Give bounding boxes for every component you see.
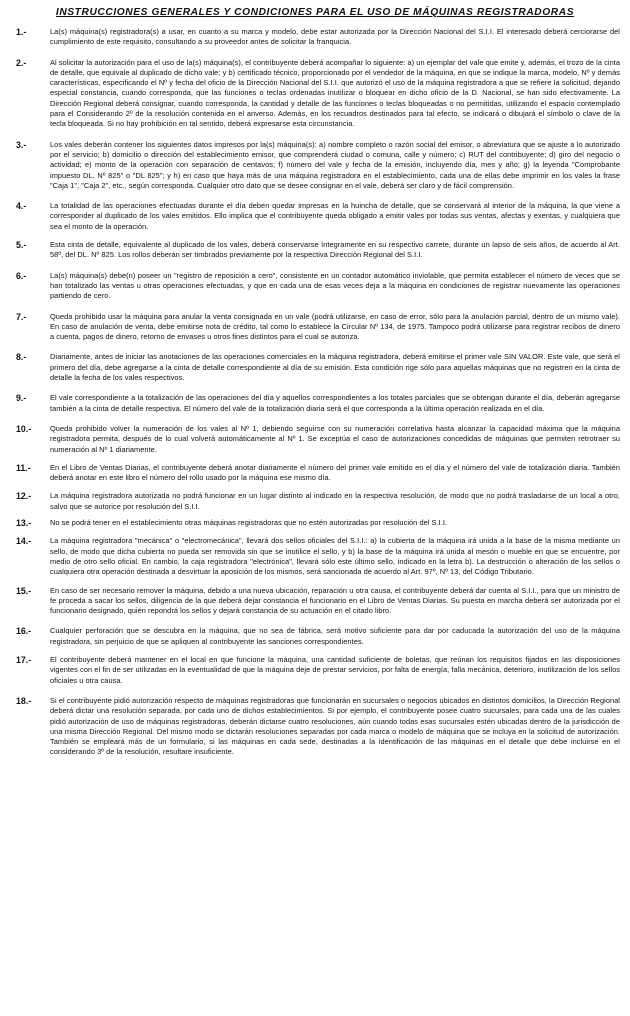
instruction-number: 14.- bbox=[16, 536, 32, 547]
instruction-number: 16.- bbox=[16, 626, 32, 637]
instruction-item bbox=[10, 312, 620, 343]
instruction-item bbox=[10, 696, 620, 758]
instructions-list bbox=[10, 27, 620, 758]
instruction-item bbox=[10, 58, 620, 130]
instruction-number: 12.- bbox=[16, 491, 32, 502]
instruction-text: En caso de ser necesario remover la máquina, debido a una nueva ubicación, reparación u otra causa, el contribuyente deberá dar cuenta al S.I.I., para que un ministro de fe proceda a sacar los sellos, diligencia de la que deberá dejar constancia el funcionario en el Libro de Ventas Diarias. Su puesta en marcha deberá ser autorizada por el funcionario designado, quién repondrá los sellos y dejará constancia de su actuación en el citado libro. bbox=[50, 585, 620, 616]
instruction-text: No se podrá tener en el establecimiento otras máquinas registradoras que no estén autorizadas por resolución del S.I.I. bbox=[50, 517, 448, 527]
instruction-number: 18.- bbox=[16, 695, 32, 706]
instruction-number: 5.- bbox=[16, 240, 27, 251]
instruction-text: La(s) máquina(s) debe(n) poseer un "registro de reposición a cero", consistente en un contador automático inviolable, que permita establecer el número de veces que se han totalizado las ventas u otras operaciones efectuadas, y que en cada una de esas veces deja a la máquina en condiciones de registrar nuevamente las operaciones partiendo de cero. bbox=[50, 270, 620, 301]
instruction-text: Al solicitar la autorización para el uso de la(s) máquina(s), el contribuyente deberá acompañar lo siguiente: a) un ejemplar del vale que emite y, además, el trozo de la cinta de detalle, que equivale al duplicado de dicho vale; y b) certificado técnico, proporcionado por el vendedor de la máquina, en que se indique la marca, modelo, Nº y demás características, especificando el Nº y fecha del oficio de la Dirección Nacional del S.I.I. que autorizó el uso de la máquina registradora a que se refiere la solicitud, dejando especial constancia, cuando corresponda, que las funciones o teclas ordenadas inutilizar o bloquear en dicho oficio de la D. Nacional, se han sido efectivamente. La Dirección Regional deberá consignar, cuando corresponda, la cantidad y detalle de las funciones o teclas bloqueadas o no permitidas, utilizando el espacio contemplado para el Considerando 2º de la resolución contenida en el anverso. Además, en los recuadros destinados para tal efecto, se indicará o dibujará el símbolo o clave de la tecla bloqueada. Si no hay prohibición en tal sentido, deberá expresarse esta circunstancia. bbox=[50, 57, 620, 129]
instruction-item bbox=[10, 140, 620, 191]
instruction-item bbox=[10, 655, 620, 686]
instruction-number: 6.- bbox=[16, 270, 27, 281]
instruction-item bbox=[10, 27, 620, 48]
instruction-item bbox=[10, 271, 620, 302]
instruction-item bbox=[10, 352, 620, 383]
instruction-text: La máquina registradora "mecánica" o "electromecánica", llevará dos sellos oficiales del S.I.I.: a) la cubierta de la máquina irá unida a la base de la misma mediante un sello, de modo que dicha cubierta no pueda ser removida sin que se inutilice el sello, y b) la base de la máquina irá unida al mesón o mueble en que se encuentre, por medio de otro sello oficial. En cambio, la caja registradora "electrónica", llevará sólo este último sello, indicado en la letra b). La destrucción o alteración de los sellos o cualquiera otra operación destinada a desvirtuar la aposición de los mismos, será sancionada de acuerdo al Art. 97º, Nº 13, del Código Tributario. bbox=[50, 536, 620, 577]
instruction-text: Esta cinta de detalle, equivalente al duplicado de los vales, deberá conservarse íntegramente en su respectivo carrete, durante un lapso de seis años, de acuerdo al Art. 58º, del DL. Nº 825. Los rollos deberán ser timbrados previamente por la respectiva Dirección Regional del S.I.I. bbox=[50, 240, 620, 260]
instruction-text: La totalidad de las operaciones efectuadas durante el día deben quedar impresas en la huincha de detalle, que se conservará al interior de la máquina, la que viene a corresponder al duplicado de los vales emitidos. Ello implica que el contribuyente queda obligado a emitir vales por todas sus ventas, afectas y exentas, y cualquiera que sea el monto de la operación. bbox=[50, 201, 620, 231]
instruction-text: Diariamente, antes de iniciar las anotaciones de las operaciones comerciales en la máquina registradora, deberá emitirse el primer vale SIN VALOR. Este vale, que será el primero del día, debe agregarse a la cinta de detalle correspondiente al día de su emisión. Esta condición rige sólo para aquellas máquinas que no registren en la cinta de detalle la fecha de los vales respectivos. bbox=[50, 352, 620, 383]
instruction-item bbox=[10, 393, 620, 414]
instruction-text: La máquina registradora autorizada no podrá funcionar en un lugar distinto al indicado en la respectiva resolución, de modo que no podrá trasladarse de un local a otro, salvo que se autorice por resolución del S.I.I. bbox=[50, 491, 620, 511]
instruction-text: Queda prohibido volver la numeración de los vales al Nº 1, debiendo seguirse con su numeración correlativa hasta alcanzar la capacidad máxima que la máquina registradora permita, después de lo cual volverá automáticamente al Nº 1. Se exceptúa el caso de autorizaciones concedidas de máquinas que permiten retrotraer su numeración al Nº 1 diariamente. bbox=[50, 423, 620, 454]
instruction-text: Cualquier perforación que se descubra en la máquina, que no sea de fábrica, será motivo suficiente para dar por caducada la autorización del uso de la máquina registradora, sin perjuicio de que se apliquen al contribuyente las sanciones correspondientes. bbox=[50, 626, 620, 646]
instruction-text: El vale correspondiente a la totalización de las operaciones del día y aquellos correspondientes a los totales parciales que se obtengan durante el día, deberán agregarse también a la cinta de detalle respectiva. El número del vale de la totalización diaria será el que corresponda a la última operación realizada en el día. bbox=[50, 393, 620, 413]
instruction-item bbox=[10, 626, 620, 647]
instruction-text: En el Libro de Ventas Diarias, el contribuyente deberá anotar diariamente el número del primer vale emitido en el día y el número del vale de totalización diaria. También deberá anotar en este libro el número del rollo usado por la máquina ese mismo día. bbox=[50, 462, 620, 483]
instruction-text: El contribuyente deberá mantener en el local en que funcione la máquina, una cantidad suficiente de boletas, que reúnan los requisitos fijados en las disposiciones vigentes con el fin de ser utilizadas en la eventualidad de que la máquina deje de prestar servicios, por falta de energía, falla mecánica, deterioro, inutilización de los sellos oficiales u otra causa. bbox=[50, 655, 620, 685]
instruction-text: La(s) máquina(s) registradora(s) a usar, en cuanto a su marca y modelo, debe estar autorizada por la Dirección Nacional del S.I.I. El interesado deberá cerciorarse del cumplimiento de este requisito, consultando a su proveedor antes de solicitar la franquicia. bbox=[50, 27, 620, 47]
instruction-item bbox=[10, 536, 620, 577]
instruction-number: 2.- bbox=[16, 57, 27, 68]
instruction-number: 10.- bbox=[16, 423, 32, 434]
instruction-number: 4.- bbox=[16, 201, 27, 212]
instruction-number: 3.- bbox=[16, 139, 27, 150]
instruction-number: 17.- bbox=[16, 655, 32, 666]
instruction-item bbox=[10, 240, 620, 261]
document-title: INSTRUCCIONES GENERALES Y CONDICIONES PARA EL USO DE MÁQUINAS REGISTRADORAS bbox=[55, 7, 575, 18]
instruction-number: 8.- bbox=[16, 352, 27, 363]
instruction-item bbox=[10, 518, 620, 528]
instruction-number: 15.- bbox=[16, 585, 32, 596]
instruction-number: 9.- bbox=[16, 393, 27, 404]
instruction-item bbox=[10, 491, 620, 512]
instruction-item bbox=[10, 201, 620, 232]
instruction-number: 11.- bbox=[16, 462, 31, 473]
instruction-text: Si el contribuyente pidió autorización respecto de máquinas registradoras que funcionarán en sucursales o negocios ubicados en distintos domicilios, la Dirección Regional deberá dictar una resolución separada, por cada uno de dichos establecimientos. Si por ejemplo, el contribuyente posee cuatro sucursales, para cada una de las cuales pidió autorización de uso de máquinas registradoras, deberán dictarse cuatro resoluciones, aún cuando todas esas sucursales estén ubicadas dentro de la jurisdicción de una misma Dirección Regional. Del mismo modo se dictarán resoluciones separadas por cada marca o modelo de máquina que se incluya en la solicitud de autorización. También se empleará más de un formulario, si las máquinas en cada sede, destinadas a la identificación de las máquinas en el detalle que debe incluirse en el considerando 3º de la resolución, resultare insuficiente. bbox=[50, 695, 620, 757]
instruction-item bbox=[10, 424, 620, 455]
instruction-text: Los vales deberán contener los siguientes datos impresos por la(s) máquina(s): a) nombre completo o razón social del emisor, o abreviatura que se ajuste a lo autorizado por el servicio; b) domicilio o dirección del establecimiento emisor, que comprenderá ciudad o comuna, calle y número; c) RUT del contribuyente; d) giro del negocio o actividad; e) monto de la operación con separación de centavos; f) número del vale y fecha de la emisión, incluyendo día, mes y año; g) la leyenda "Comprobante impuesto DL. Nº 825" o "DL 825"; y h) en caso que haya más de una máquina registradora en el establecimiento, cada una de ellas debe imprimir en los vales la frase "Caja 1", "Caja 2", etc., según corresponda. Cualquier otro dato que se desee consignar en el vale, deberá ser claro y de fácil comprensión. bbox=[50, 139, 620, 190]
instruction-item bbox=[10, 586, 620, 617]
instruction-text: Queda prohibido usar la máquina para anular la venta consignada en un vale (podrá utilizarse, en caso de error, sólo para la anulación parcial, dentro de un mismo vale). En caso de anulación de venta, debe emitirse nota de crédito, tal como lo establece la Circular Nº 134, de 1975. Tampoco podrá utilizarse para registrar recibos de dinero a cuenta, pagos de dinero, retorno de envases u otros fines distintos para el cual se autoriza. bbox=[50, 311, 620, 342]
instruction-item bbox=[10, 463, 620, 484]
instruction-number: 13.- bbox=[16, 517, 32, 528]
instruction-number: 7.- bbox=[16, 311, 27, 322]
instruction-number: 1.- bbox=[16, 27, 27, 37]
